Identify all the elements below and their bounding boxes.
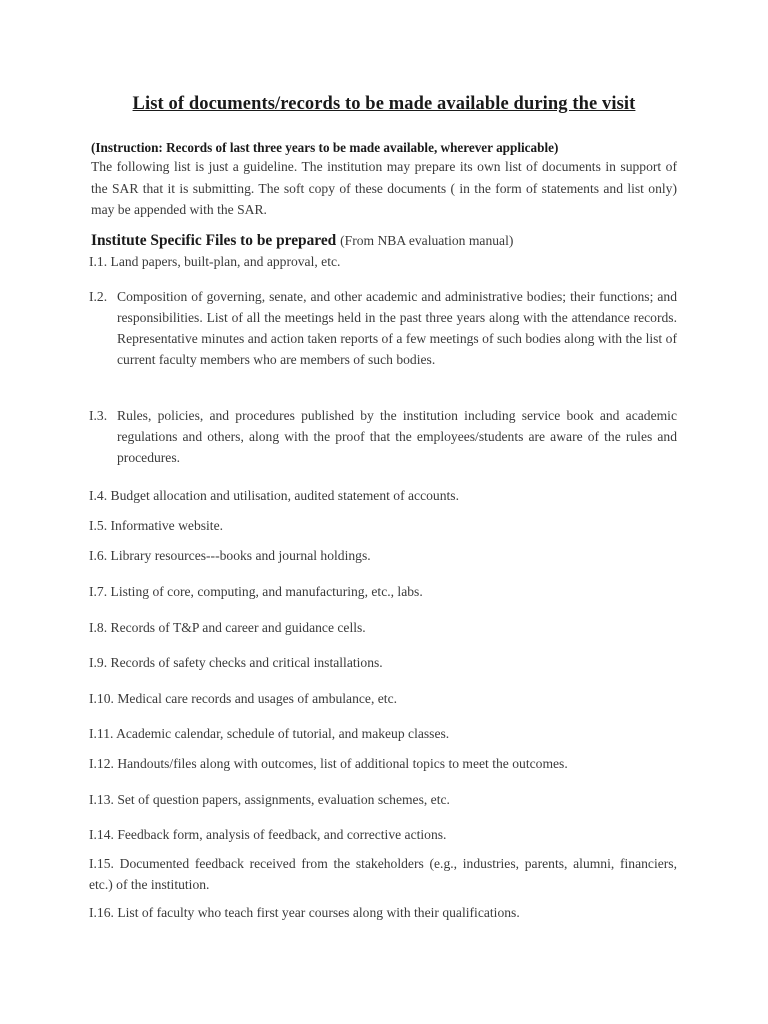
list-item-text: Handouts/files along with outcomes, list of additional topics to meet the outcomes. xyxy=(117,756,568,771)
section-heading-note: (From NBA evaluation manual) xyxy=(340,233,514,248)
list-item xyxy=(89,753,677,774)
list-item-number: I.15. xyxy=(89,856,114,871)
instruction-note: (Instruction: Records of last three years to be made available, wherever applicable) xyxy=(91,140,559,155)
list-item-text: Records of safety checks and critical installations. xyxy=(110,655,383,670)
list-item-number: I.4. xyxy=(89,488,108,503)
list-item xyxy=(89,545,677,566)
list-item-text: Set of question papers, assignments, evaluation schemes, etc. xyxy=(117,792,450,807)
list-item-number: I.13. xyxy=(89,792,114,807)
list-item xyxy=(89,515,677,536)
list-item-text: Medical care records and usages of ambulance, etc. xyxy=(117,691,397,706)
list-item xyxy=(89,853,677,895)
list-item xyxy=(89,405,677,468)
list-item-text: Academic calendar, schedule of tutorial, and makeup classes. xyxy=(116,726,450,741)
list-item-text: Rules, policies, and procedures published by the institution including service book and academic regulations and others, along with the proof that the employees/students are aware of the rules and procedures. xyxy=(117,408,677,465)
section-heading xyxy=(91,232,513,250)
list-item-number: I.11. xyxy=(89,726,114,741)
list-item xyxy=(89,652,677,673)
list-item-number: I.16. xyxy=(89,905,114,920)
list-item-text: Land papers, built-plan, and approval, etc. xyxy=(110,254,341,269)
list-item-number: I.2. xyxy=(89,289,108,304)
list-item-text: Library resources---books and journal holdings. xyxy=(110,548,371,563)
list-item-text: Informative website. xyxy=(110,518,224,533)
list-item-text: Feedback form, analysis of feedback, and corrective actions. xyxy=(117,827,447,842)
list-item xyxy=(89,286,677,370)
list-item-number: I.8. xyxy=(89,620,108,635)
list-item-number: I.10. xyxy=(89,691,114,706)
section-heading-title: Institute Specific Files to be prepared xyxy=(91,232,337,249)
list-item-number: I.1. xyxy=(89,254,108,269)
list-item-number: I.5. xyxy=(89,518,108,533)
list-item xyxy=(89,902,677,923)
list-item-text xyxy=(89,853,677,895)
list-item-number: I.7. xyxy=(89,584,108,599)
list-item-text: Listing of core, computing, and manufacturing, etc., labs. xyxy=(110,584,423,599)
list-item-text: Records of T&P and career and guidance cells. xyxy=(110,620,366,635)
list-item-number: I.14. xyxy=(89,827,114,842)
list-item-body: Documented feedback received from the stakeholders (e.g., industries, parents, alumni, financiers, etc.) of the institution. xyxy=(89,856,677,892)
list-item xyxy=(89,251,677,272)
list-item-number: I.12. xyxy=(89,756,114,771)
page-title: List of documents/records to be made available during the visit xyxy=(132,94,636,114)
list-item xyxy=(89,688,677,709)
list-item-text: Composition of governing, senate, and other academic and administrative bodies; their functions; and responsibilities. List of all the meetings held in the past three years along with the attendance records. Representative minutes and action taken reports of a few meetings of such bodies along with the list of current faculty members who are members of such bodies. xyxy=(117,289,677,367)
list-item-number: I.9. xyxy=(89,655,108,670)
list-item xyxy=(89,617,677,638)
list-item-text: List of faculty who teach first year courses along with their qualifications. xyxy=(117,905,520,920)
list-item xyxy=(89,789,677,810)
list-item xyxy=(89,723,677,744)
list-item xyxy=(89,824,677,845)
list-item-number: I.3. xyxy=(89,408,108,423)
intro-paragraph: The following list is just a guideline. The institution may prepare its own list of documents in support of the SAR that it is submitting. The soft copy of these documents ( in the form of statements and list only) may be appended with the SAR. xyxy=(91,159,677,217)
list-item xyxy=(89,485,677,506)
list-item-text: Budget allocation and utilisation, audited statement of accounts. xyxy=(110,488,459,503)
list-item xyxy=(89,581,677,602)
list-item-number: I.6. xyxy=(89,548,108,563)
